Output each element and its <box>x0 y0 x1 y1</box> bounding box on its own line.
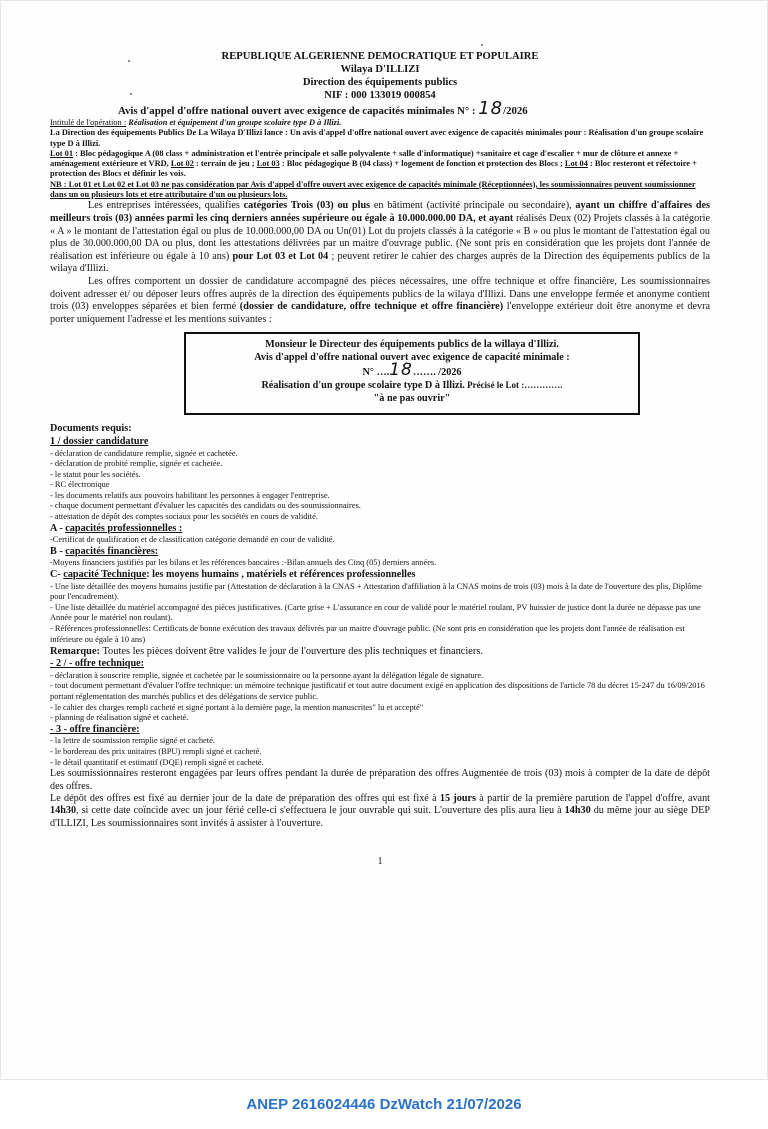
lot02-text: : terrain de jeu ; <box>193 159 257 169</box>
candidature-list-item: - déclaration de probité remplie, signée et cachetée. <box>50 459 223 469</box>
eligibility-category: catégories Trois (03) ou plus <box>243 200 371 212</box>
box-number-prefix: N° …. <box>362 367 390 379</box>
technique-list-item: - Une liste détaillée des moyens humains justifie par (Attestation de déclaration à la CNAS + Attestation d'affiliation à la CNAS moins de trois (03) mois à la date de l'ouverture des plis, Diplôme pour l'encadrement). <box>50 581 702 602</box>
c-rest: : les moyens humains , matériels et références professionnelles <box>146 569 416 581</box>
envelope-address-box <box>184 332 640 415</box>
offre-technique-list-item: - déclaration à souscrire remplie, signée et cachetée par le soumissionnaire ou la personne ayant la délégation légale de signature. <box>50 670 484 680</box>
section-1-title: 1 / dossier candidature <box>50 435 149 447</box>
box-line-operation <box>192 379 632 392</box>
a-title: capacités professionnelles : <box>65 522 183 534</box>
avis-suffix: /2026 <box>503 105 528 117</box>
b-prefix: B - <box>50 545 66 557</box>
intitule-value: Réalisation et équipement d'un groupe scolaire type D à Illizi. <box>128 118 342 127</box>
offers-paragraph <box>50 276 710 326</box>
offre-financiere-list-item: - le bordereau des prix unitaires (BPU) rempli signé et cacheté. <box>50 746 262 756</box>
section-1-list <box>50 449 710 523</box>
deposit-text: à partir de la première parution de l'appel d'offre, avant <box>476 792 711 804</box>
a-prefix: A - <box>50 522 66 534</box>
offre-financiere-list-item: - la lettre de soumission remplie signé et cacheté. <box>50 736 215 746</box>
candidature-list-item: - le statut pour les sociétés. <box>50 469 141 479</box>
capacite-technique-list <box>50 582 710 646</box>
engagement-paragraph: Les soumissionnaires resteront engagées par leurs offres pendant la durée de préparation des offres Augmentée de trois (03) mois à compter de la date de dépôt des offres. <box>50 768 710 792</box>
offre-financiere-list-item: - le détail quantitatif et estimatif (DQE) rempli signé et cacheté. <box>50 757 264 767</box>
eligibility-text: réalisés Deux (02) Projets classés à la catégorie « A » le montant de l'attestation égal ou plus de 10.000.000,00 DA ou Un(01) Lot du projets classés à la catégorie « B » ou plus le montant de l'attestation égal ou plus de 30.000.000,00 DA ou plus, dont les attestations délivrées par un maitre d'ouvrage public. (Ne sont pris en considération que les projets dont l'année de réalisation est inférieure ou égale à 10 ans) <box>50 212 710 262</box>
avis-prefix: Avis d'appel d'offre national ouvert avec exigence de capacités minimales N° : <box>118 105 476 117</box>
page-number: 1 <box>377 856 383 868</box>
section-2-list <box>50 671 710 724</box>
offre-technique-list-item: - le cahier des charges rempli cacheté et signé portant à la dernière page, la mention manuscrites" lu et accepté" <box>50 702 424 712</box>
candidature-list-item: - déclaration de candidature remplie, signée et cachetée. <box>50 448 238 458</box>
documents-title: Documents requis: <box>50 423 132 435</box>
offre-technique-list-item: - planning de réalisation signé et cacheté. <box>50 713 189 723</box>
capacites-professionnelles <box>50 523 710 536</box>
lot04-label: Lot 04 <box>564 159 588 169</box>
lot01-text: : Bloc pédagogique A (08 class + administration et l'entrée principale et salle polyvalente + salle d'informatique) +sanitaire et cage d'escalier + mur de clôture et annexe + aménagement extérieure et VRD, <box>50 148 679 169</box>
header-direction: Direction des équipements publics <box>302 77 458 88</box>
intro-paragraph: La Direction des équipements Publics De La Wilaya D'Illizi lance : Un avis d'appel d'offre national ouvert avec exigence de capacités minimales pour : Réalisation d'un groupe scolaire type D à Illizi. <box>50 128 704 148</box>
candidature-list-item: - les documents relatifs aux pouvoirs habilitant les personnes à engager l'entreprise. <box>50 490 330 500</box>
deposit-text: du même jour au siège DEP d'ILLIZI, Les soumissionnaires sont invités à assister à l'ouverture. <box>50 805 710 829</box>
header-republic: REPUBLIQUE ALGERIENNE DEMOCRATIQUE ET POPULAIRE <box>221 51 539 62</box>
eligibility-text: Les entreprises intéressées, qualifies <box>88 200 244 212</box>
deposit-paragraph <box>50 793 710 830</box>
candidature-list-item: - RC électronique <box>50 480 110 490</box>
lot04-text: : Bloc resteront et réfectoire + protection des Blocs et définir les vois. <box>50 159 697 179</box>
offers-envelopes: (dossier de candidature, offre technique et offre financière) <box>239 301 504 313</box>
eligibility-text: en bâtiment (activité principale ou secondaire), <box>370 200 576 212</box>
box-handwritten-number: 18 <box>389 360 413 381</box>
c-prefix: C- <box>50 569 64 581</box>
intitule-line <box>50 118 710 128</box>
header-nif: NIF : 000 133019 000854 <box>324 90 436 101</box>
candidature-list-item: - chaque document permettant d'évaluer les capacités des candidats ou des soumissionnaires. <box>50 501 361 511</box>
box-line-number <box>192 360 632 381</box>
eligibility-lots: pour Lot 03 et Lot 04 <box>232 250 329 262</box>
eligibility-text: ; peuvent retirer le cahier des charges auprès de la Direction des équipements publics de la wilaya d'Illizi. <box>50 250 710 275</box>
document-body <box>50 50 710 868</box>
c-title: capacité Technique <box>63 569 147 581</box>
eligibility-paragraph <box>50 200 710 276</box>
remarque-label: Remarque: <box>50 646 101 658</box>
box-lot: Précisé le Lot :…………. <box>464 380 563 391</box>
box-line-recipient: Monsieur le Directeur des équipements publics de la willaya d'Illizi. <box>265 339 559 351</box>
deposit-days: 15 jours <box>439 792 477 804</box>
deposit-text: Le dépôt des offres est fixé au dernier jour de la date de préparation des offres qui est fixé à <box>50 792 440 804</box>
offers-text: Les offres comportent un dossier de candidature accompagné des pièces nécessaires, une offre technique et offre financière, Les soumissionnaires doivent adresser et/ ou déposer leurs offres auprès de la direction des équipements publics de la wilaya d'Illizi. Dans une enveloppe fermée et anonyme contient trois (03) enveloppes séparées et bien fermé <box>50 275 710 313</box>
box-line-avis: Avis d'appel d'offre national ouvert avec exigence de capacité minimale : <box>254 352 570 364</box>
box-operation: Réalisation d'un groupe scolaire type D à Illizi. <box>261 380 465 392</box>
candidature-list-item: - attestation de dépôt des comptes sociaux pour les sociétés en cours de validité. <box>50 512 318 522</box>
avis-handwritten-number: 18 <box>478 98 504 119</box>
deposit-text: , si cette date coïncide avec un jour férié celle-ci s'effectuera le jour ouvrable qui suit. L'ouverture des plis aura lieu à <box>76 805 565 817</box>
section-3-title: - 3 - offre financière: <box>50 723 140 735</box>
section-3-list <box>50 736 710 768</box>
publication-tag: ANEP 2616024446 DzWatch 21/07/2026 <box>246 1096 522 1113</box>
opening-time: 14h30 <box>564 805 591 817</box>
nb-note: NB : Lot 01 et Lot 02 et Lot 03 ne pas considération par Avis d'appel d'offre ouvert avec exigence de capacités minimale (Réceptionnées), les soumissionnaires peuvent soumissionner dans un ou plusieurs lots et etre attributaire d'un ou plusieurs lots. <box>50 179 696 200</box>
box-line-do-not-open: "à ne pas ouvrir" <box>373 393 451 405</box>
deposit-time: 14h30 <box>50 805 77 817</box>
avis-title <box>50 98 710 119</box>
eligibility-turnover: ayant un chiffre d'affaires des meilleurs trois (03) années parmi les cinq derniers années supérieure ou égale à 10.000.000.00 DA, et ayant <box>50 200 710 224</box>
capacites-financieres <box>50 546 710 559</box>
capacites-professionnelles-text: -Certificat de qualification et de classification catégorie demandé en cour de validité. <box>50 535 335 545</box>
remarque <box>50 645 710 658</box>
offre-technique-list-item: - tout document permettant d'évaluer l'offre technique: un mémoire technique justificatif et tout autre document exigé en application des dispositions de l'article 78 du décret 15-247 du 16/09/2016 portant réglementation des marchés publics et des délégations de service public. <box>50 681 705 701</box>
technique-list-item: - Une liste détaillée du matériel accompagné des pièces justificatives. (Carte grise + L'assurance en cour de validé pour le matériel roulant, PV huissier de justice dont la durée ne dépasse pas une Année pour le matériel non roulant). <box>50 602 701 623</box>
lot03-label: Lot 03 <box>256 159 280 169</box>
capacites-financieres-text: -Moyens financiers justifiés par les bilans et les références bancaires :-Bilan annuels des Cinq (05) derniers années. <box>50 558 437 568</box>
lot03-text: : Bloc pédagogique B (04 class) + logement de fonction et protection des Blocs ; <box>279 159 565 169</box>
scan-speck <box>481 44 483 46</box>
b-title: capacités financières: <box>65 545 159 557</box>
capacite-technique <box>50 569 710 582</box>
offers-text: l'enveloppe extérieur doit être anonyme et devra porter uniquement l'adresse et les mentions suivantes : <box>50 301 711 325</box>
lots-paragraph <box>50 149 710 180</box>
remarque-text: Toutes les pièces doivent être valides le jour de l'ouverture des plis techniques et financiers. <box>100 646 484 658</box>
lot02-label: Lot 02 <box>170 159 194 169</box>
lot01-label: Lot 01 <box>50 148 74 158</box>
intitule-label: Intitulé de l'opération : <box>50 118 127 127</box>
header-wilaya: Wilaya D'ILLIZI <box>340 64 420 75</box>
technique-list-item: - Références professionnelles: Certificats de bonne exécution des travaux délivrés par un maitre d'ouvrage public. (Ne sont pris en considération que les projets dont l'année de réalisation est inférieure ou égale à 10 ans) <box>50 624 685 644</box>
section-2-title: - 2 / - offre technique: <box>50 658 145 670</box>
box-number-suffix: ……. /2026 <box>412 367 462 379</box>
